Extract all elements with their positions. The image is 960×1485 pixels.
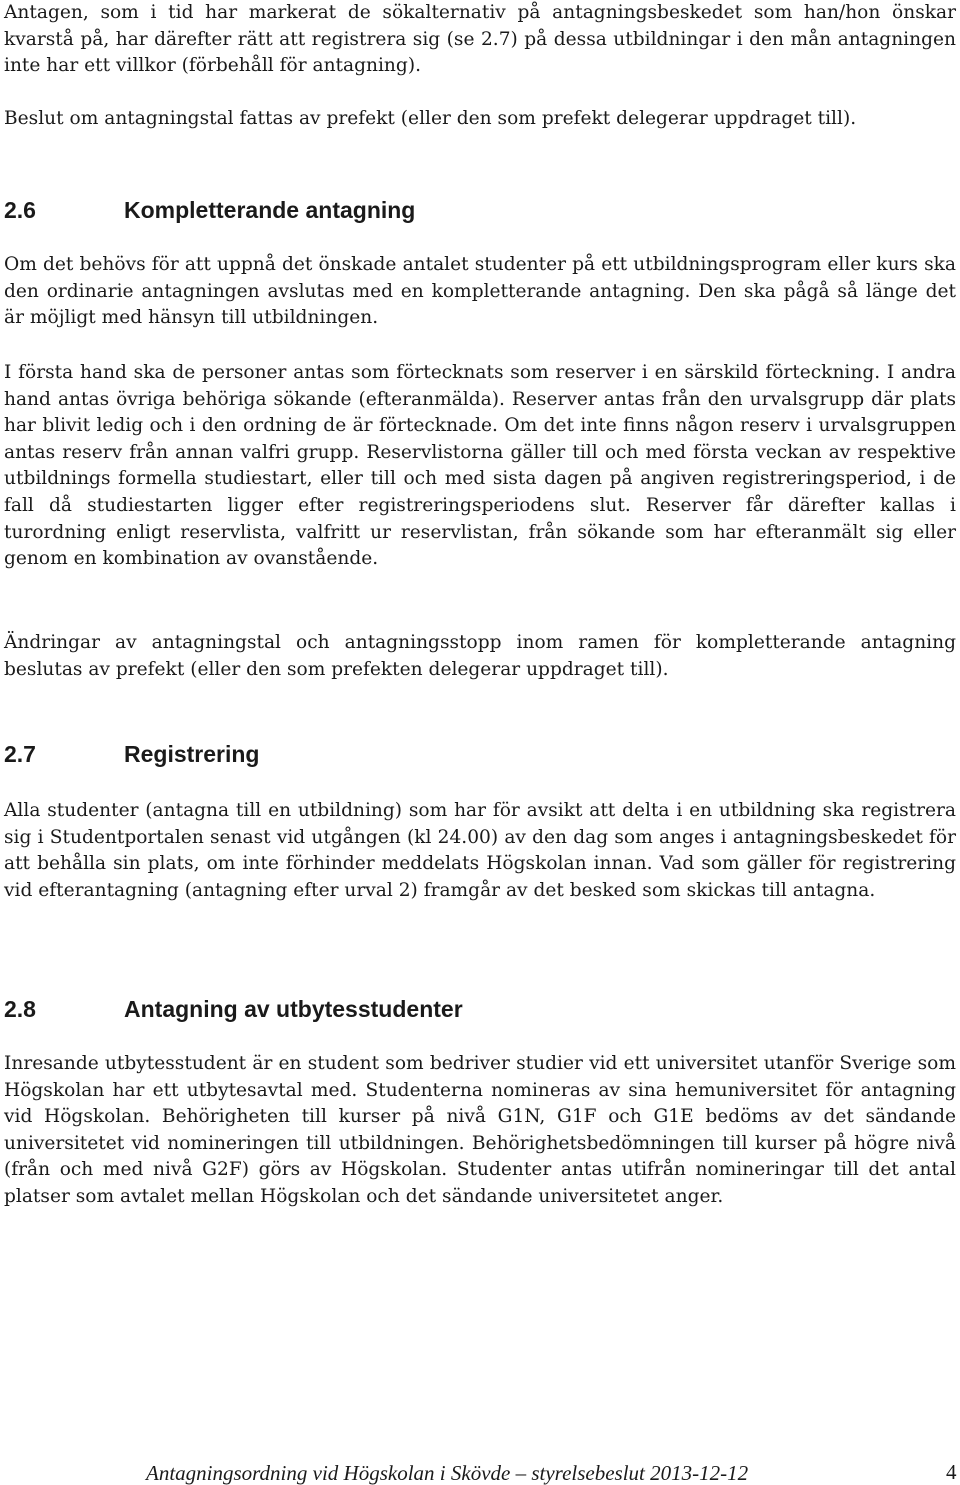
section-2-7-title: Registrering [124, 741, 260, 767]
section-2-6-heading [4, 196, 415, 224]
section-2-7-heading [4, 740, 259, 768]
section-2-8-heading [4, 995, 463, 1023]
intro-decision-paragraph: Beslut om antagningstal fattas av prefekt (eller den som prefekt delegerar uppdraget till). [4, 108, 857, 129]
section-2-6-title: Kompletterande antagning [124, 197, 416, 223]
section-2-6-paragraph-3: Ändringar av antagningstal och antagningsstopp inom ramen för kompletterande antagning beslutas av prefekt (eller den som prefekten delegerar uppdraget till). [4, 632, 956, 680]
section-2-7-paragraph-1: Alla studenter (antagna till en utbildning) som har för avsikt att delta i en utbildning ska registrera sig i Studentportalen senast vid utgången (kl 24.00) av den dag som anges i antagningsbeskedet för att behålla sin plats, om inte förhinder meddelats Högskolan innan. Vad som gäller för registrering vid efterantagning (antagning efter urval 2) framgår av det besked som skickas till antagna. [4, 800, 956, 901]
section-2-6-paragraph-1: Om det behövs för att uppnå det önskade antalet studenter på ett utbildningsprogram eller kurs ska den ordinarie antagningen avslutas med en kompletterande antagning. Den ska pågå så länge det är möjligt med hänsyn till utbildningen. [4, 254, 956, 329]
page-number: 4 [946, 1460, 957, 1484]
section-2-8-paragraph-1: Inresande utbytesstudent är en student som bedriver studier vid ett universitet utanför Sverige som Högskolan har ett utbytesavtal med. Studenterna nomineras av sina hemuniversitet för antagning vid Högskolan. Behörigheten till kurser på nivå G1N, G1F och G1E bedöms av det sändande universitetet vid nomineringen till utbildningen. Behörighetsbedömningen till kurser på högre nivå (från och med nivå G2F) görs av Högskolan. Studenter antas utifrån nomineringar till det antal platser som avtalet mellan Högskolan och det sändande universitetet anger. [4, 1053, 956, 1207]
section-2-7-number: 2.7 [4, 741, 36, 767]
section-2-6-number: 2.6 [4, 197, 36, 223]
section-2-8-title: Antagning av utbytesstudenter [124, 996, 463, 1022]
section-2-8-number: 2.8 [4, 996, 36, 1022]
intro-paragraph: Antagen, som i tid har markerat de sökalternativ på antagningsbeskedet som han/hon önskar kvarstå på, har därefter rätt att registrera sig (se 2.7) på dessa utbildningar i den mån antagningen inte har ett villkor (förbehåll för antagning). [4, 2, 956, 77]
page-footer: Antagningsordning vid Högskolan i Skövde – styrelsebeslut 2013-12-12 [146, 1461, 749, 1485]
section-2-6-paragraph-2: I första hand ska de personer antas som förtecknats som reserver i en särskild förteckning. I andra hand antas övriga behöriga sökande (efteranmälda). Reserver antas från den urvalsgrupp där plats har blivit ledig och i den ordning de är förtecknade. Om det inte finns någon reserv i urvalsgruppen antas reserv från annan valfri grupp. Reservlistorna gäller till och med första veckan av respektive utbildnings formella studiestart, eller till och med sista dagen på angiven registreringsperiod, i de fall då studiestarten ligger efter registreringsperiodens slut. Reserver får därefter kallas i turordning enligt reservlista, valfritt ur reservlistan, från sökande som har efteranmält sig eller genom en kombination av ovanstående. [4, 362, 956, 570]
